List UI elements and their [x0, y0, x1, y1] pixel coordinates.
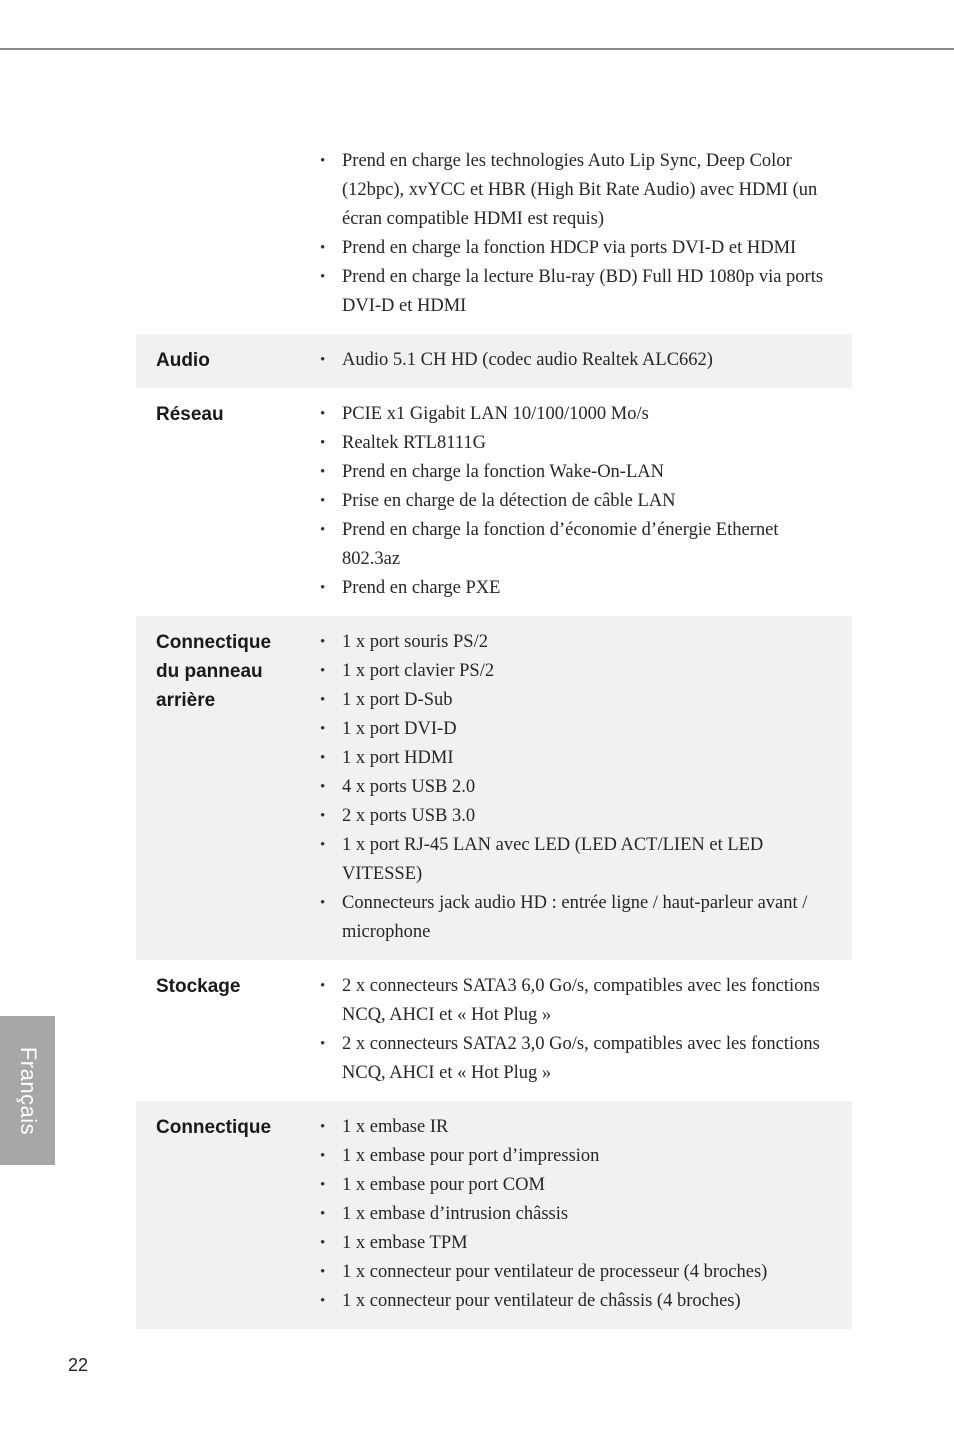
list-item: • 1 x embase TPM — [320, 1229, 832, 1258]
list-item: • 1 x connecteur pour ventilateur de processeur (4 broches) — [320, 1258, 832, 1287]
list-item: • Audio 5.1 CH HD (codec audio Realtek ALC662) — [320, 346, 832, 375]
spec-row-audio — [136, 334, 852, 388]
list-item: • 1 x embase IR — [320, 1113, 832, 1142]
list-item: • Prend en charge les technologies Auto Lip Sync, Deep Color (12bpc), xvYCC et HBR (High Bit Rate Audio) avec HDMI (un écran compatible HDMI est requis) — [320, 147, 832, 234]
list-item: • Prend en charge la fonction Wake-On-LAN — [320, 458, 832, 487]
spec-row-video-continued — [136, 147, 852, 334]
spec-row-storage — [136, 960, 852, 1101]
row-label — [156, 147, 320, 321]
list-item: • 2 x connecteurs SATA3 6,0 Go/s, compatibles avec les fonctions NCQ, AHCI et « Hot Plug » — [320, 972, 832, 1030]
row-items — [320, 400, 832, 603]
list-item: • 1 x port clavier PS/2 — [320, 657, 832, 686]
list-item: • PCIE x1 Gigabit LAN 10/100/1000 Mo/s — [320, 400, 832, 429]
row-label: Stockage — [156, 976, 241, 997]
row-items — [320, 628, 832, 947]
row-label: Audio — [156, 350, 210, 371]
spec-row-network — [136, 388, 852, 616]
list-item: • 2 x ports USB 3.0 — [320, 802, 832, 831]
row-items — [320, 346, 832, 375]
list-item: • Prise en charge de la détection de câble LAN — [320, 487, 832, 516]
list-item: • 1 x port souris PS/2 — [320, 628, 832, 657]
header-rule — [0, 48, 954, 50]
row-items — [320, 972, 832, 1088]
list-item: • 1 x embase pour port d’impression — [320, 1142, 832, 1171]
row-items — [320, 147, 832, 321]
list-item: • 1 x port D-Sub — [320, 686, 832, 715]
list-item: • Prend en charge la fonction HDCP via ports DVI-D et HDMI — [320, 234, 832, 263]
spec-row-rear-panel — [136, 616, 852, 960]
list-item: • 1 x connecteur pour ventilateur de châssis (4 broches) — [320, 1287, 832, 1316]
row-items — [320, 1113, 832, 1316]
list-item: • Connecteurs jack audio HD : entrée ligne / haut-parleur avant / microphone — [320, 889, 832, 947]
list-item: • 1 x port RJ-45 LAN avec LED (LED ACT/LIEN et LED VITESSE) — [320, 831, 832, 889]
page-number: 22 — [68, 1355, 89, 1375]
list-item: • 4 x ports USB 2.0 — [320, 773, 832, 802]
list-item: • Prend en charge la fonction d’économie d’énergie Ethernet 802.3az — [320, 516, 832, 574]
list-item: • 2 x connecteurs SATA2 3,0 Go/s, compatibles avec les fonctions NCQ, AHCI et « Hot Plug » — [320, 1030, 832, 1088]
language-side-tab-label: Français — [15, 1046, 41, 1135]
language-side-tab — [0, 1016, 55, 1165]
list-item: • 1 x embase d’intrusion châssis — [320, 1200, 832, 1229]
list-item: • 1 x port DVI-D — [320, 715, 832, 744]
list-item: • Prend en charge la lecture Blu-ray (BD) Full HD 1080p via ports DVI-D et HDMI — [320, 263, 832, 321]
spec-table — [136, 147, 852, 1329]
row-label: Connectique du panneau arrière — [156, 632, 272, 711]
spec-row-connectors — [136, 1101, 852, 1329]
list-item: • Prend en charge PXE — [320, 574, 832, 603]
row-label: Connectique — [156, 1117, 272, 1138]
row-label: Réseau — [156, 404, 224, 425]
list-item: • 1 x port HDMI — [320, 744, 832, 773]
list-item: • Realtek RTL8111G — [320, 429, 832, 458]
list-item: • 1 x embase pour port COM — [320, 1171, 832, 1200]
